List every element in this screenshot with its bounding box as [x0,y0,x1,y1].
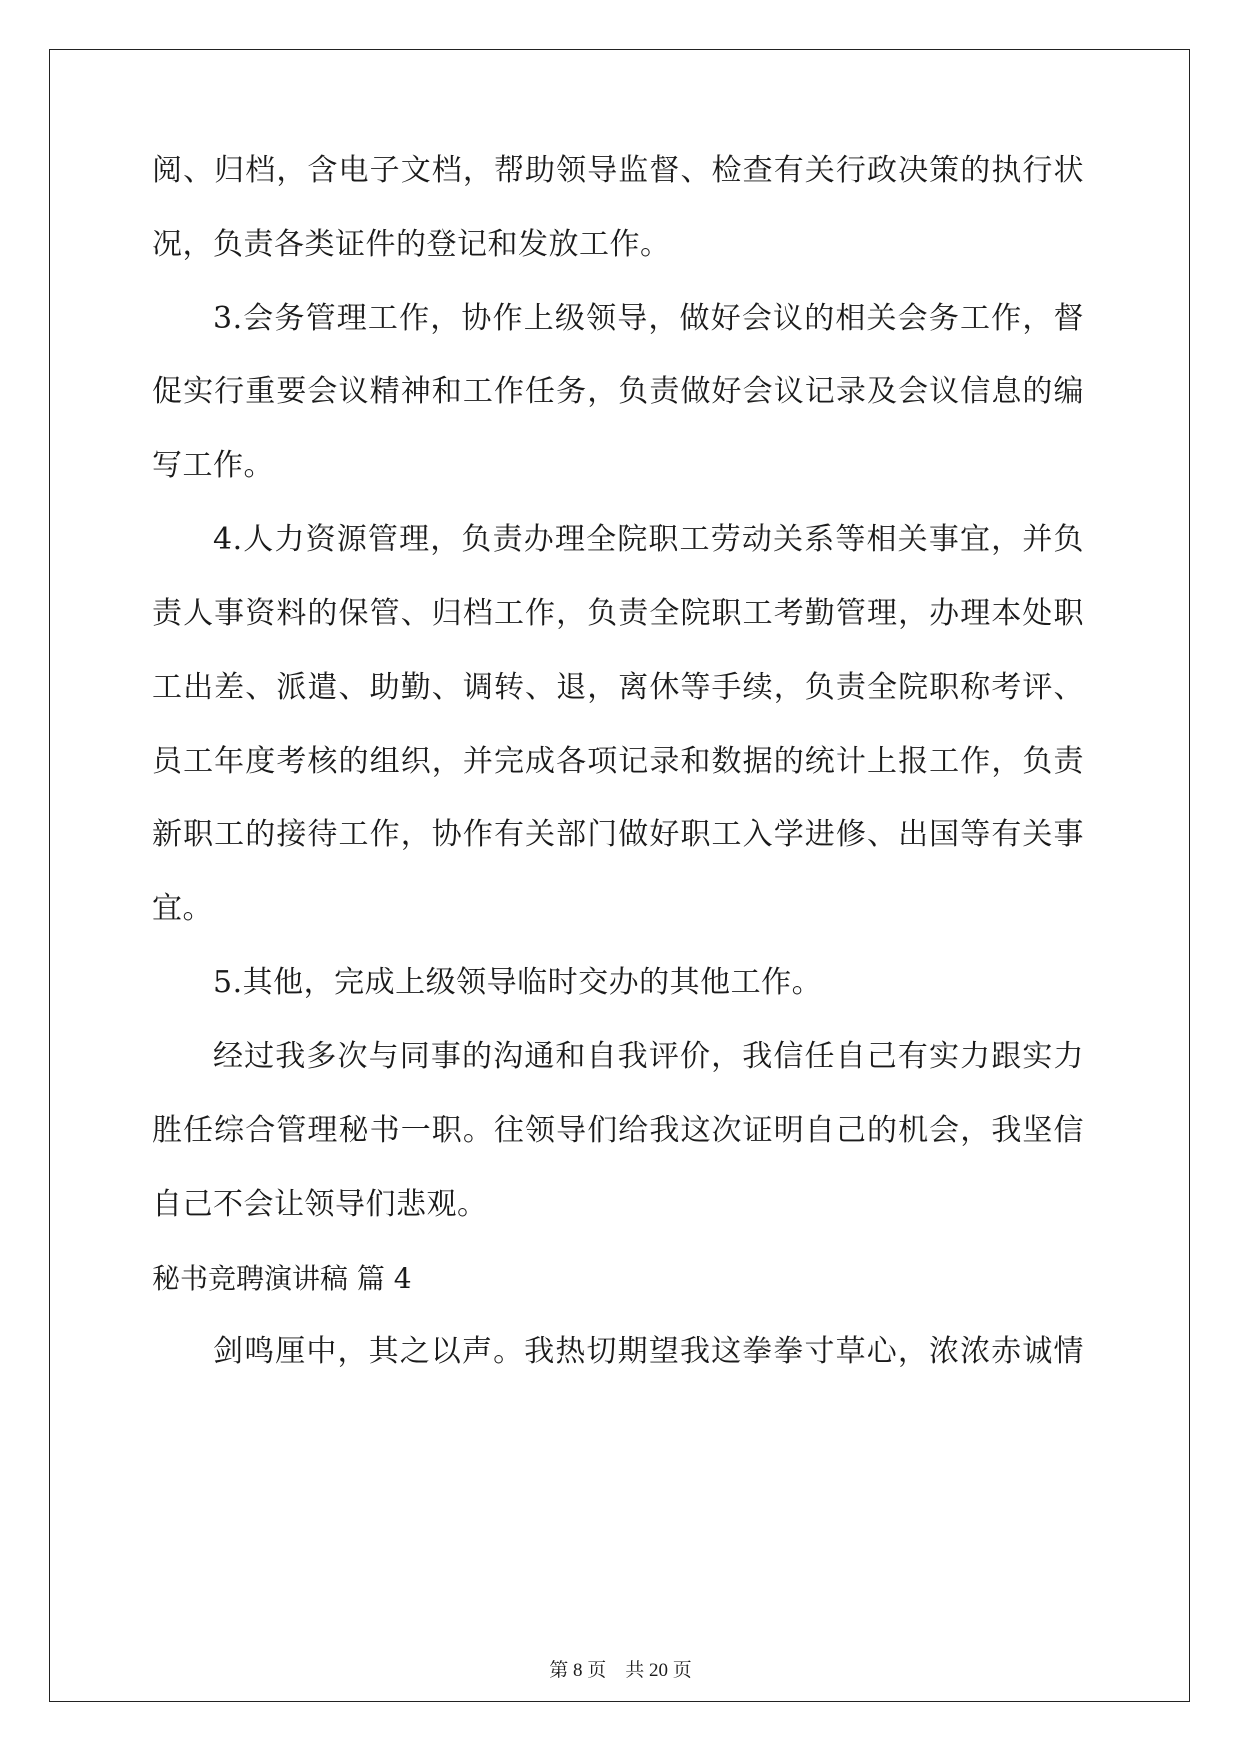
body-text-line: 阅、归档，含电子文档，帮助领导监督、检查有关行政决策的执行状 [152,153,1084,188]
body-text-line: 宜。 [152,891,213,926]
body-text-line: 新职工的接待工作，协作有关部门做好职工入学进修、出国等有关事 [152,817,1084,852]
body-text-line: 况，负责各类证件的登记和发放工作。 [152,227,671,262]
page-number-footer: 第 8 页 共 20 页 [549,1660,692,1681]
body-text-line: 胜任综合管理秘书一职。往领导们给我这次证明自己的机会，我坚信 [152,1113,1084,1148]
section-heading: 秘书竞聘演讲稿 篇 4 [152,1262,412,1295]
body-text-line: 写工作。 [152,448,274,483]
body-text-line: 自己不会让领导们悲观。 [152,1187,488,1222]
paragraph-first-line: 3.会务管理工作，协作上级领导，做好会议的相关会务工作，督 [213,301,1084,336]
body-text-line: 促实行重要会议精神和工作任务，负责做好会议记录及会议信息的编 [152,374,1084,409]
body-text-line: 员工年度考核的组织，并完成各项记录和数据的统计上报工作，负责 [152,744,1084,779]
paragraph-first-line: 5.其他，完成上级领导临时交办的其他工作。 [213,965,823,1000]
body-text-line: 工出差、派遣、助勤、调转、退，离休等手续，负责全院职称考评、 [152,670,1084,705]
page-border [49,49,1190,1702]
paragraph-first-line: 4.人力资源管理，负责办理全院职工劳动关系等相关事宜，并负 [213,522,1084,557]
body-text-line: 责人事资料的保管、归档工作，负责全院职工考勤管理，办理本处职 [152,596,1084,631]
paragraph-first-line: 剑鸣厘中，其之以声。我热切期望我这拳拳寸草心，浓浓赤诚情 [213,1334,1084,1369]
paragraph-first-line: 经过我多次与同事的沟通和自我评价，我信任自己有实力跟实力 [213,1039,1084,1074]
